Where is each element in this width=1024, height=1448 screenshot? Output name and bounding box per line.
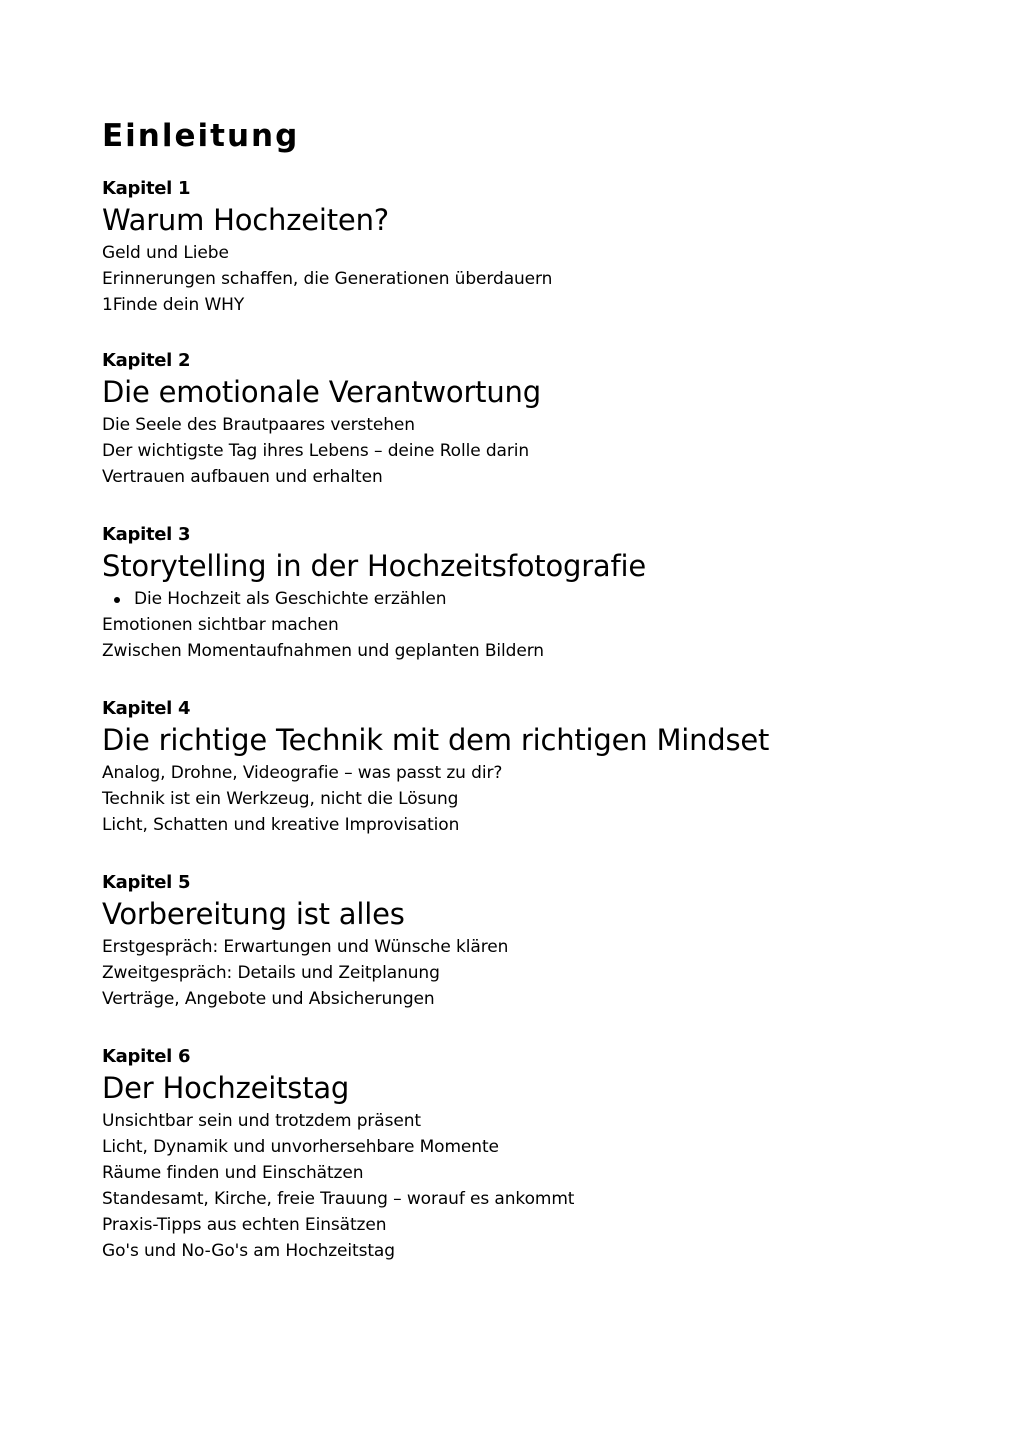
chapter-title: Die emotionale Verantwortung bbox=[102, 375, 541, 409]
chapter-item: Go's und No-Go's am Hochzeitstag bbox=[102, 1241, 395, 1261]
chapter-label: Kapitel 2 bbox=[102, 350, 191, 371]
chapter-item: Licht, Dynamik und unvorhersehbare Momente bbox=[102, 1137, 499, 1157]
chapter-item: Technik ist ein Werkzeug, nicht die Lösung bbox=[102, 789, 459, 809]
chapter-label: Kapitel 6 bbox=[102, 1046, 191, 1067]
chapter-item: Praxis-Tipps aus echten Einsätzen bbox=[102, 1215, 387, 1235]
chapter-item: Zwischen Momentaufnahmen und geplanten Bildern bbox=[102, 641, 544, 661]
chapter-item: Räume finden und Einschätzen bbox=[102, 1163, 364, 1183]
chapter-item: Der wichtigste Tag ihres Lebens – deine Rolle darin bbox=[102, 441, 530, 461]
chapter-section bbox=[102, 698, 1002, 838]
chapter-label: Kapitel 5 bbox=[102, 872, 191, 893]
chapter-item: Die Seele des Brautpaares verstehen bbox=[102, 415, 415, 435]
chapter-title: Der Hochzeitstag bbox=[102, 1071, 350, 1105]
chapter-item: Zweitgespräch: Details und Zeitplanung bbox=[102, 963, 440, 983]
chapter-item-list bbox=[102, 1108, 1002, 1264]
chapter-item-list bbox=[102, 586, 1002, 664]
chapter-section bbox=[102, 872, 1002, 1012]
chapter-section bbox=[102, 350, 1002, 490]
chapter-item: Emotionen sichtbar machen bbox=[102, 615, 339, 635]
chapter-section bbox=[102, 178, 1002, 318]
chapter-item: Analog, Drohne, Videografie – was passt zu dir? bbox=[102, 763, 503, 783]
chapter-title: Warum Hochzeiten? bbox=[102, 203, 389, 237]
chapter-item: Standesamt, Kirche, freie Trauung – worauf es ankommt bbox=[102, 1189, 575, 1209]
chapter-item: Unsichtbar sein und trotzdem präsent bbox=[102, 1111, 421, 1131]
chapter-item: Erstgespräch: Erwartungen und Wünsche klären bbox=[102, 937, 509, 957]
document-title: Einleitung bbox=[102, 118, 300, 154]
chapter-item-list bbox=[102, 934, 1002, 1012]
chapter-section bbox=[102, 1046, 1002, 1264]
chapter-label: Kapitel 1 bbox=[102, 178, 191, 199]
chapter-title: Storytelling in der Hochzeitsfotografie bbox=[102, 549, 646, 583]
chapter-title: Vorbereitung ist alles bbox=[102, 897, 405, 931]
chapter-item-list bbox=[102, 760, 1002, 838]
chapter-section bbox=[102, 524, 1002, 664]
chapter-item-list bbox=[102, 412, 1002, 490]
chapter-label: Kapitel 4 bbox=[102, 698, 191, 719]
chapter-title: Die richtige Technik mit dem richtigen Mindset bbox=[102, 723, 770, 757]
chapter-item: Geld und Liebe bbox=[102, 243, 229, 263]
chapter-item: Verträge, Angebote und Absicherungen bbox=[102, 989, 435, 1009]
chapter-item: Licht, Schatten und kreative Improvisation bbox=[102, 815, 460, 835]
chapter-item: Erinnerungen schaffen, die Generationen überdauern bbox=[102, 269, 553, 289]
chapter-item: Die Hochzeit als Geschichte erzählen bbox=[102, 586, 1002, 612]
chapter-item-list bbox=[102, 240, 1002, 318]
chapter-label: Kapitel 3 bbox=[102, 524, 191, 545]
chapter-item: 1Finde dein WHY bbox=[102, 295, 245, 315]
chapter-item: Vertrauen aufbauen und erhalten bbox=[102, 467, 383, 487]
